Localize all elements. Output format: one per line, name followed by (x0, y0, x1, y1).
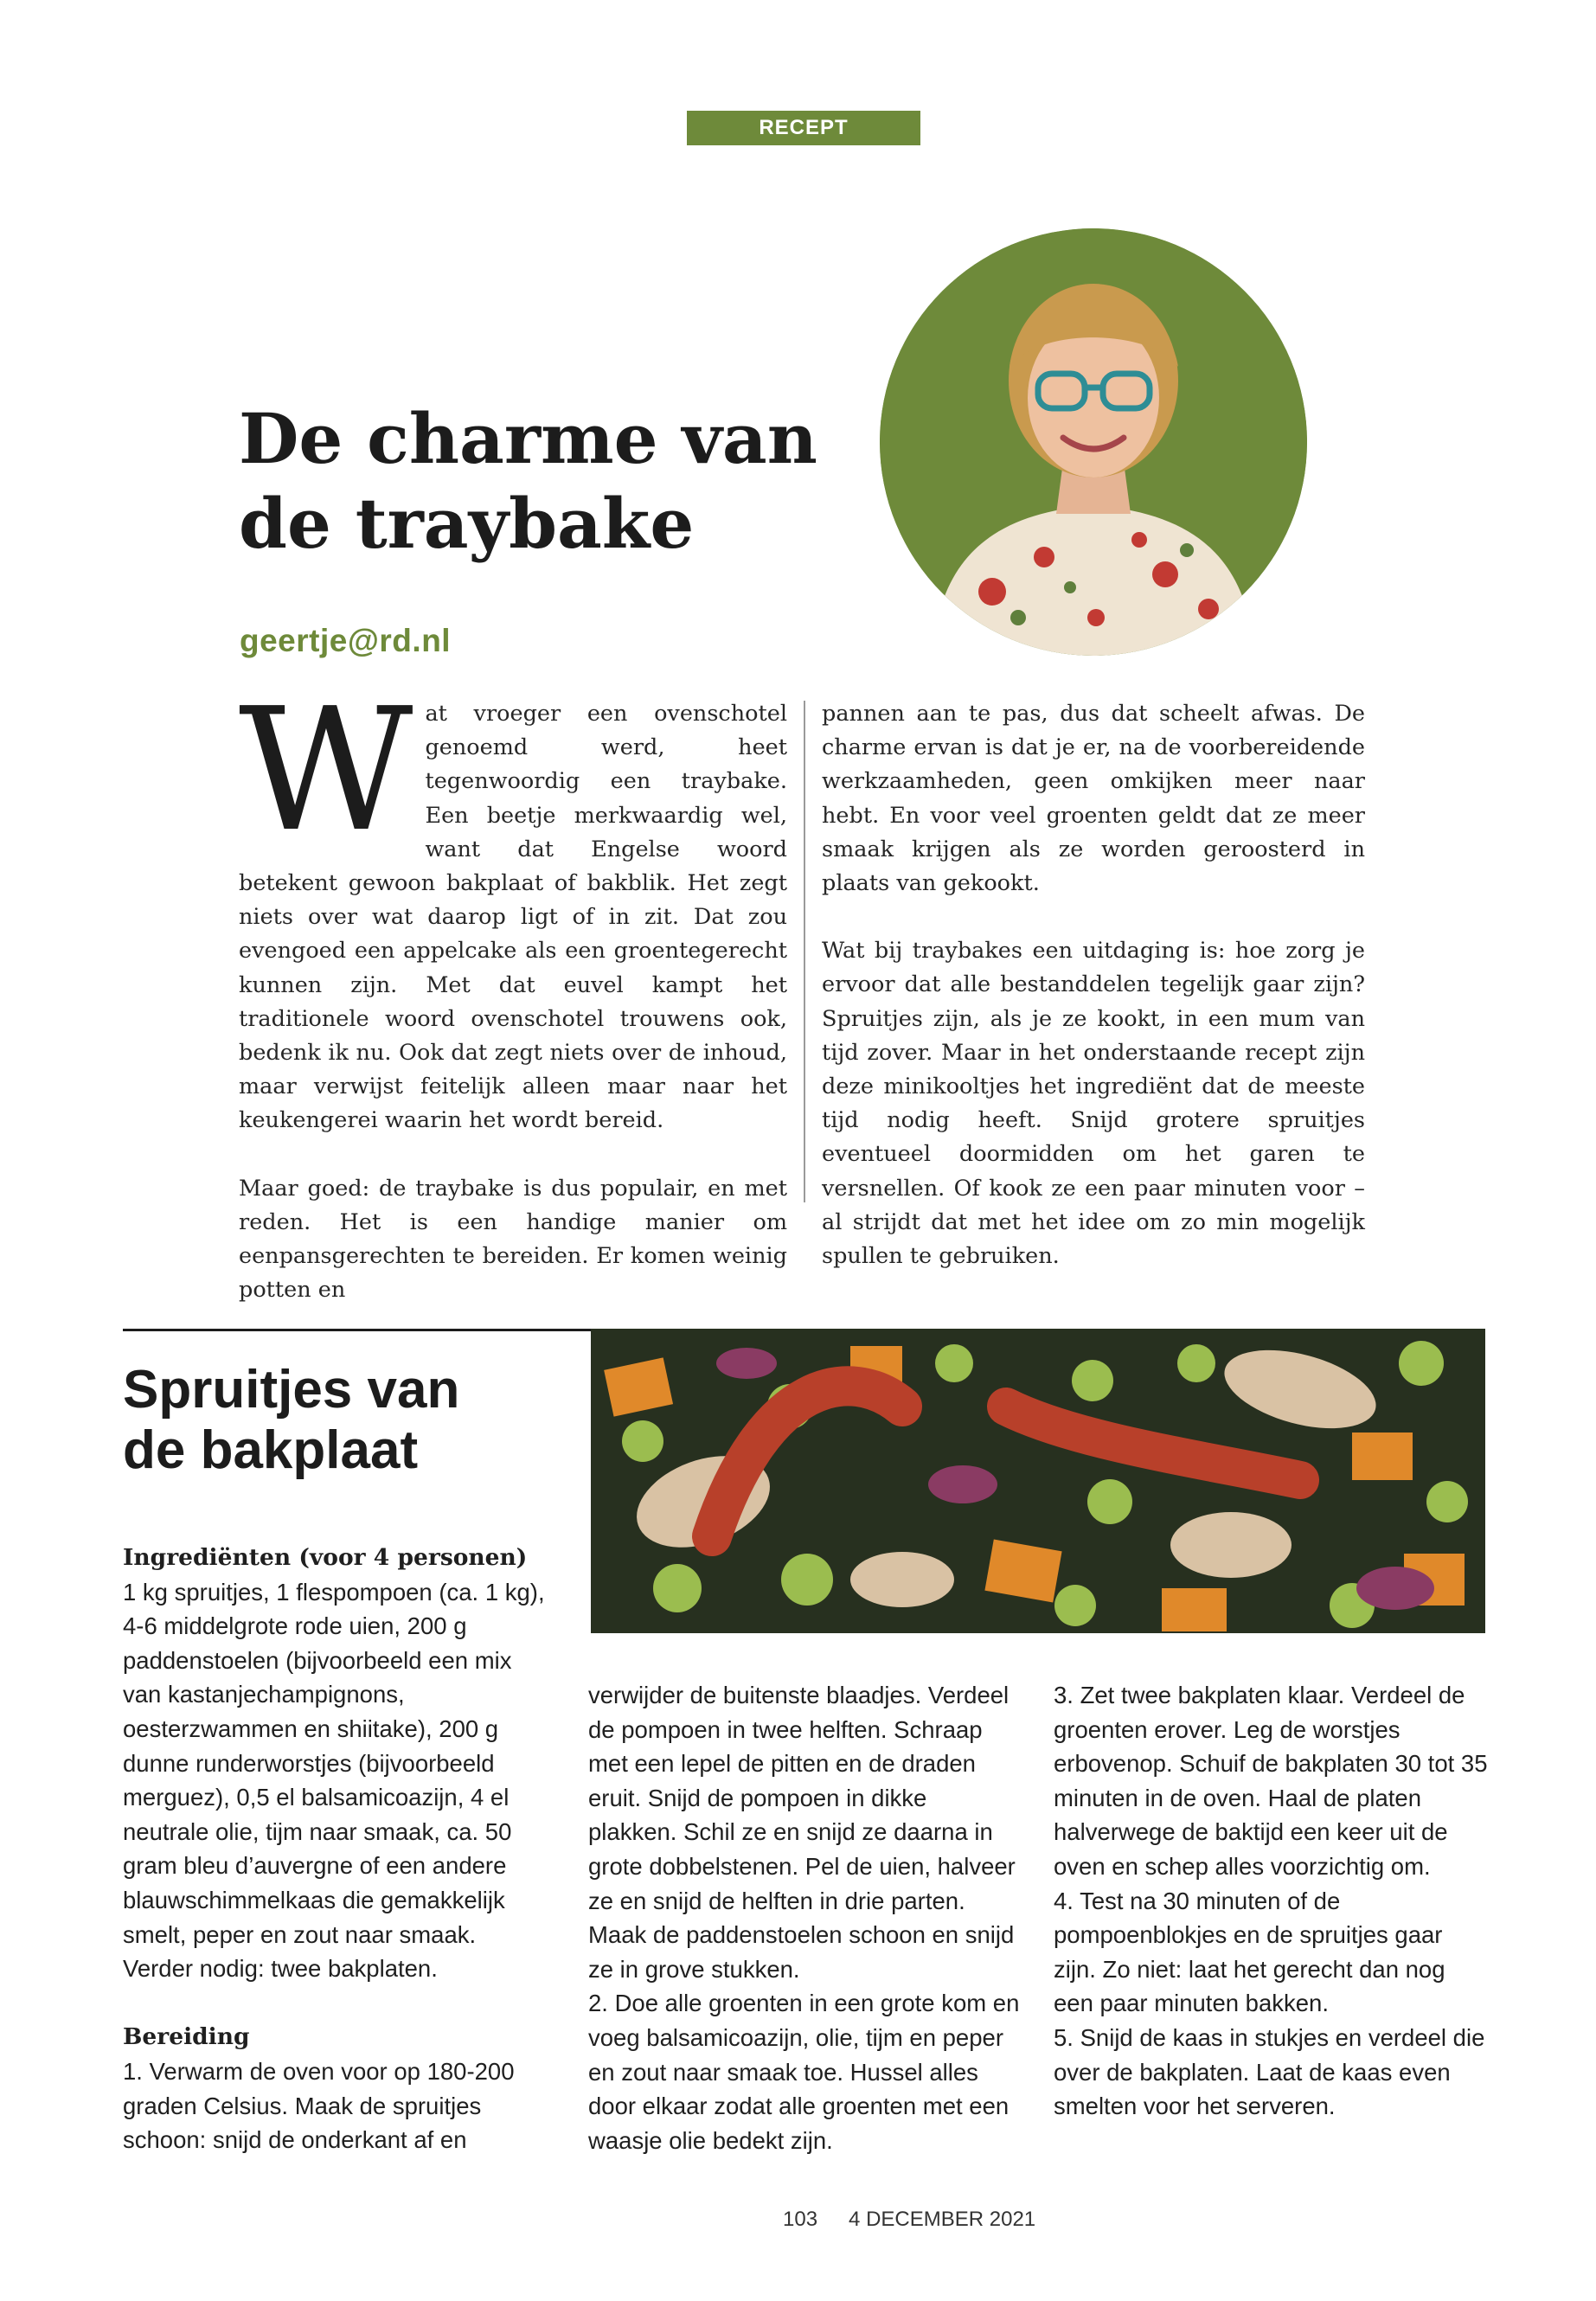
recipe-column-3 (1054, 1678, 1490, 2124)
recipe-title-line-2: de bakplaat (123, 1420, 419, 1480)
recipe-column-2 (588, 1678, 1021, 2157)
method-heading: Bereiding (123, 2023, 250, 2051)
author-email[interactable]: geertje@rd.nl (240, 623, 452, 658)
section-label: RECEPT (687, 111, 920, 145)
method-step-3: 3. Zet twee bakplaten klaar. Verdeel de groenten erover. Leg de worstjes erbovenop. Schuif de bakplaten 30 tot 35 minuten in de oven. Haal de platen halverwege de baktijd een keer uit de oven en schep alles voorzichtig om. (1054, 1682, 1488, 1880)
article-paragraph: Maar goed: de traybake is dus populair, en met reden. Het is een handige manier om eenpansgerechten te bereiden. Er komen weinig potten en (239, 1175, 787, 1304)
article-paragraph-text: at vroeger een ovenschotel genoemd werd, heet tegenwoordig een traybake. Een beetje merkwaardig wel, want dat Engelse woord betekent gewoon bakplaat of bakblik. Het zegt niets over wat daarop ligt of in zit. Dat zou evengoed een appelcake als een groentegerecht kunnen zijn. Met dat euvel kampt het traditionele woord ovenschotel trouwens ook, bedenk ik nu. Ook dat zegt niets over de inhoud, maar verwijst feitelijk alleen maar naar het keukengerei waarin het wordt bereid. (239, 701, 787, 1134)
recipe-title (123, 1360, 590, 1481)
article-paragraph: Wat bij traybakes een uitdaging is: hoe zorg je ervoor dat alle bestanddelen tegelijk gaar zijn? Spruitjes zijn, als je ze kookt, in een mum van tijd zover. Maar in het onderstaande recept zijn deze minikooltjes het ingrediënt dat de meeste tijd nodig heeft. Snijd grotere spruitjes eventueel doormidden om het garen te versnellen. Of kook ze een paar minuten voor – al strijdt dat met het idee om zo min mogelijk spullen te gebruiken. (822, 938, 1365, 1270)
recipe-photo-illustration (591, 1329, 1485, 1633)
article-column-2 (822, 697, 1365, 1273)
article-paragraph: pannen aan te pas, dus dat scheelt afwas. De charme ervan is dat je er, na de voorbereidende werkzaamheden, geen omkijken meer naar hebt. En voor veel groenten geldt dat ze meer smaak krijgen als ze worden geroosterd in plaats van gekookt. (822, 701, 1365, 897)
method-step-5: 5. Snijd de kaas in stukjes en verdeel die over de bakplaten. Laat de kaas even smelten voor het serveren. (1054, 2023, 1485, 2120)
issue-date: 4 DECEMBER 2021 (849, 2208, 1036, 2231)
method-step-2: 2. Doe alle groenten in een grote kom en voeg balsamicoazijn, olie, tijm en peper en zout naar smaak toe. Hussel alles door elkaar zodat alle groenten met een waasje olie bedekt zijn. (588, 1990, 1020, 2154)
recipe-divider (123, 1329, 593, 1331)
author-portrait (880, 228, 1307, 656)
article-column-1 (239, 672, 787, 1307)
method-step-1a: 1. Verwarm de oven voor op 180-200 graden Celsius. Maak de spruitjes schoon: snijd de onderkant af en (123, 2057, 515, 2154)
ingredients-list: 1 kg spruitjes, 1 flespompoen (ca. 1 kg), 4-6 middelgrote rode uien, 200 g paddenstoelen (bijvoorbeeld een mix van kastanjechampignons, oesterzwammen en shiitake), 200 g dunne runderworstjes (bijvoorbeeld merguez), 0,5 el balsamicoazijn, 4 el neutrale olie, tijm naar smaak, ca. 50 gram bleu d’auvergne of een andere blauwschimmelkaas die gemakkelijk smelt, peper en zout naar smaak. (123, 1578, 545, 1948)
article-title-line-1: De charme van (239, 398, 817, 479)
recipe-title-line-1: Spruitjes van (123, 1360, 460, 1420)
extra-needed: Verder nodig: twee bakplaten. (123, 1955, 438, 1983)
article-paragraph (239, 672, 787, 1138)
ingredients-heading: Ingrediënten (voor 4 personen) (123, 1544, 528, 1571)
method-step-4: 4. Test na 30 minuten of de pompoenblokjes en de spruitjes gaar zijn. Zo niet: laat het gerecht dan nog een paar minuten bakken. (1054, 1887, 1445, 2017)
author-portrait-illustration (880, 228, 1307, 656)
column-divider (804, 701, 805, 1202)
recipe-photo (591, 1329, 1485, 1633)
method-step-1b: verwijder de buitenste blaadjes. Verdeel de pompoen in twee helften. Schraap met een lepel de pitten en de draden eruit. Snijd de pompoen in dikke plakken. Schil ze en snijd ze daarna in grote dobbelstenen. Pel de uien, halveer ze en snijd de helften in drie parten. Maak de paddenstoelen schoon en snijd ze in grove stukken. (588, 1682, 1016, 1983)
drop-cap: W (239, 672, 413, 869)
article-title-line-2: de traybake (239, 483, 695, 564)
page-footer (783, 2208, 1035, 2232)
page-number: 103 (783, 2208, 818, 2231)
recipe-column-1 (123, 1541, 555, 2157)
article-title (239, 396, 862, 566)
